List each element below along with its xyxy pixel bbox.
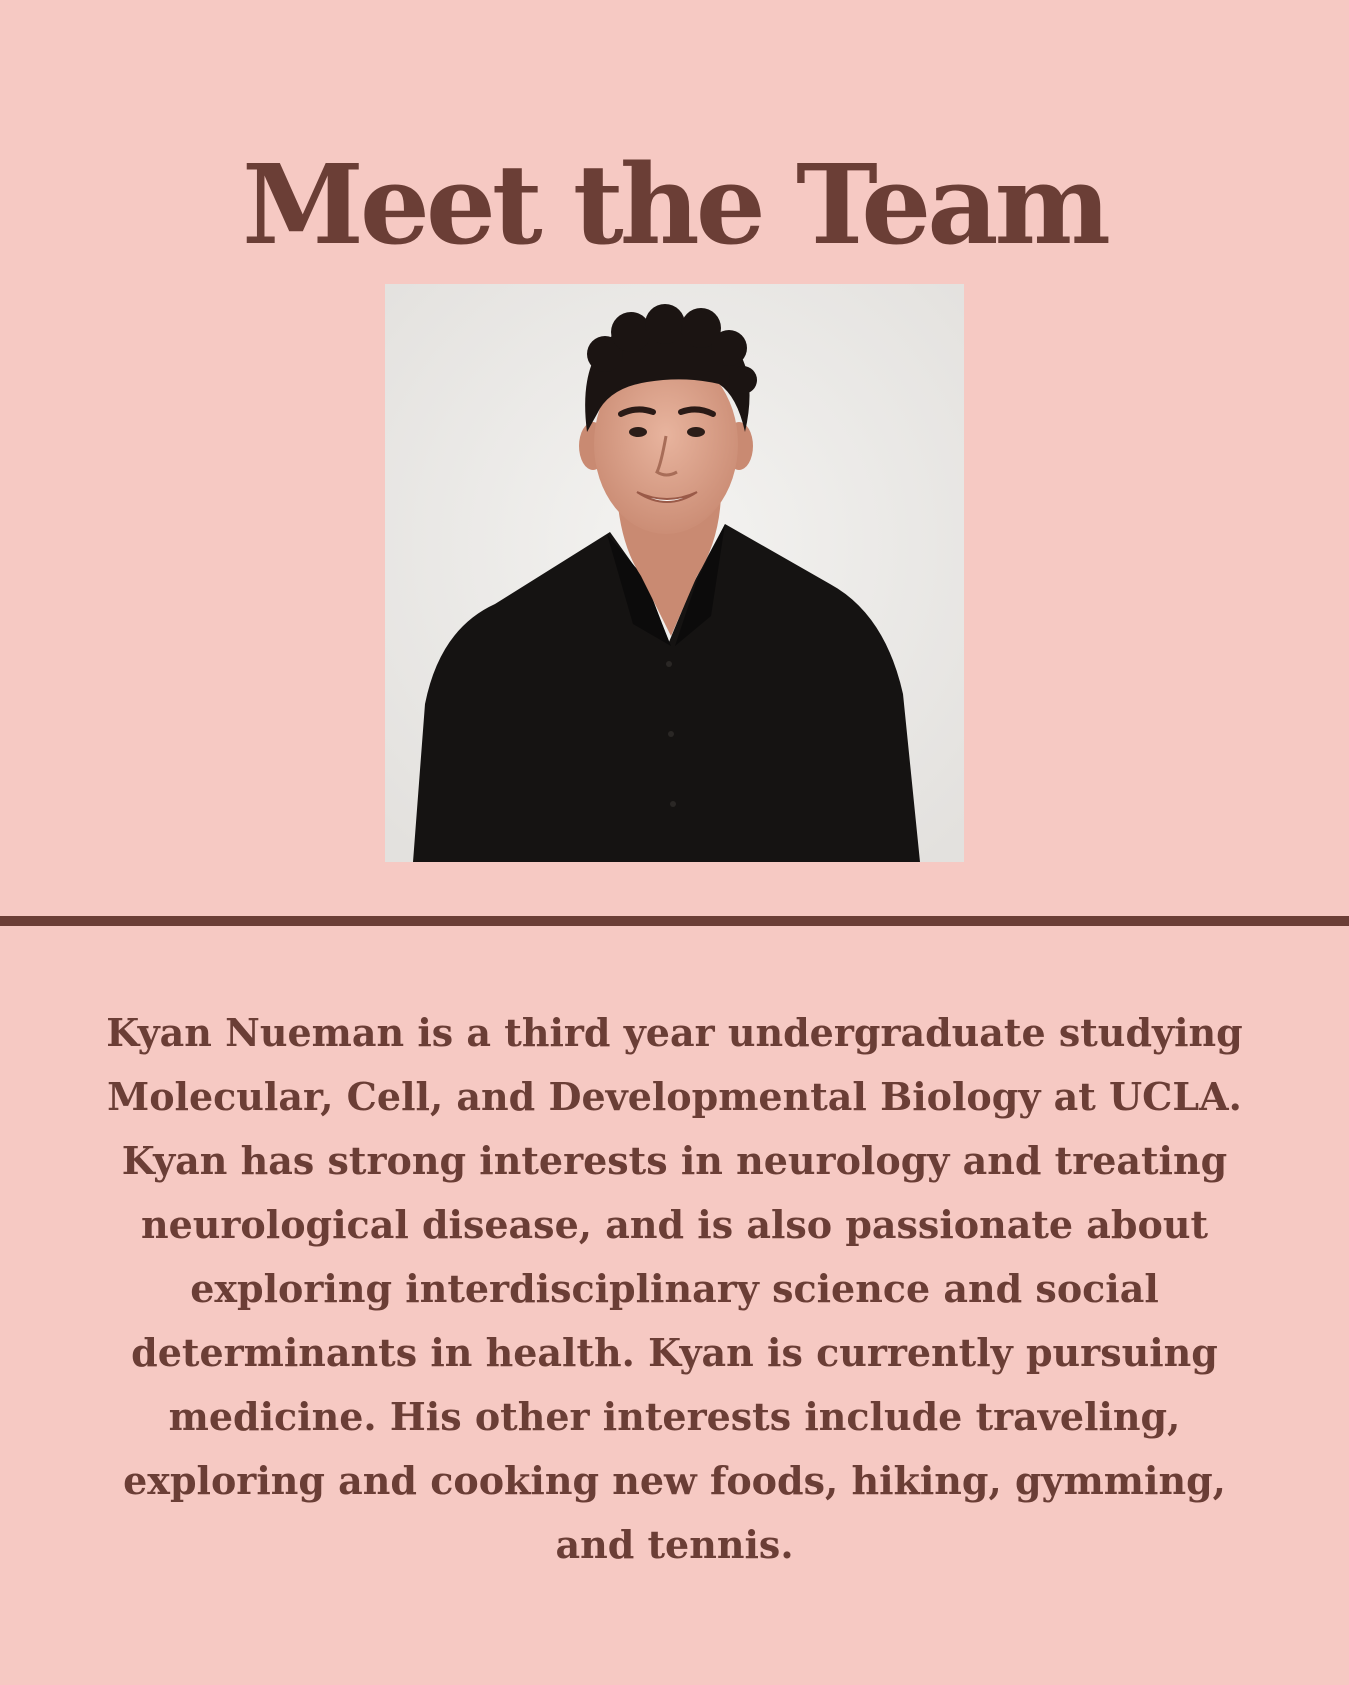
bio-text: Kyan Nueman is a third year undergraduate studying Molecular, Cell, and Developmental Biology at UCLA. Kyan has strong interests in neurology and treating neurological disease, and is also passionate about exploring interdisciplinary science and social determinants in health. Kyan is currently pursuing medicine. His other interests include traveling, exploring and cooking new foods, hiking, gymming, and tennis. <box>106 1010 1243 1567</box>
profile-photo <box>385 284 964 862</box>
section-divider <box>0 916 1349 926</box>
person-portrait-icon <box>385 284 964 862</box>
page-title: Meet the Team <box>242 140 1107 269</box>
